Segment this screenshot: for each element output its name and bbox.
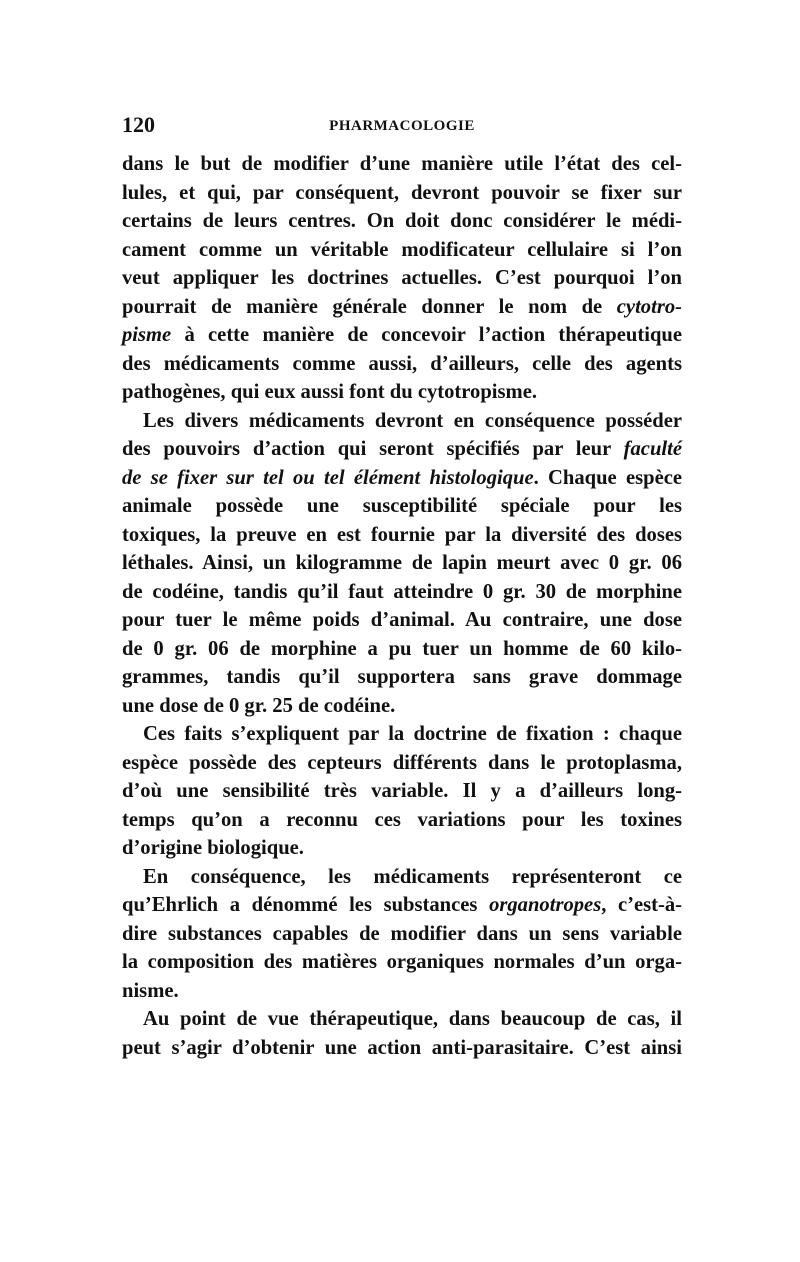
text-line: dans le but de modifier d’une manière utile l’état des cel-	[122, 153, 682, 175]
text-line: espèce possède des cepteurs différents dans le protoplasma,	[122, 751, 682, 774]
page-header	[122, 112, 682, 142]
text-line	[122, 435, 682, 464]
text-line: léthales. Ainsi, un kilogramme de lapin meurt avec 0 gr. 06	[122, 552, 682, 574]
text-line: certains de leurs centres. On doit donc considérer le médi-	[122, 210, 682, 232]
text-line: de 0 gr. 06 de morphine a pu tuer un homme de 60 kilo-	[122, 637, 682, 660]
text-line: nisme.	[122, 979, 179, 1002]
page-number: 120	[122, 112, 155, 137]
text-span: des pouvoirs d’action qui seront spécifiés par leur	[122, 438, 624, 460]
text-line: Au point de vue thérapeutique, dans beaucoup de cas, il	[143, 1008, 682, 1030]
text-line: temps qu’on a reconnu ces variations pour les toxines	[122, 808, 682, 831]
text-line: pathogènes, qui eux aussi font du cytotropisme.	[122, 381, 537, 403]
text-span: . Chaque espèce	[533, 466, 682, 489]
text-line: Les divers médicaments devront en conséquence posséder	[143, 409, 682, 432]
text-line: toxiques, la preuve en est fournie par la diversité des doses	[122, 523, 682, 546]
text-line: d’origine biologique.	[122, 837, 304, 859]
text-line: la composition des matières organiques normales d’un orga-	[122, 951, 682, 973]
italic-span: organotropes	[489, 894, 602, 916]
text-line	[122, 891, 682, 920]
text-line: grammes, tandis qu’il supportera sans grave dommage	[122, 666, 682, 688]
text-line: Ces faits s’expliquent par la doctrine de fixation : chaque	[143, 723, 682, 745]
italic-span: cytotro-	[616, 295, 682, 318]
text-line: dire substances capables de modifier dans un sens variable	[122, 922, 682, 945]
text-line: cament comme un véritable modificateur cellulaire si l’on	[122, 238, 682, 261]
text-line: peut s’agir d’obtenir une action anti-parasitaire. C’est ainsi	[122, 1036, 682, 1059]
text-line	[122, 293, 682, 322]
text-line: d’où une sensibilité très variable. Il y a d’ailleurs long-	[122, 780, 682, 802]
text-span: pourrait de manière générale donner le nom de	[122, 295, 617, 318]
running-head: PHARMACOLOGIE	[329, 118, 475, 134]
text-line: des médicaments comme aussi, d’ailleurs, celle des agents	[122, 352, 682, 375]
text-line	[122, 321, 682, 350]
italic-span: pisme	[122, 324, 172, 346]
italic-span: faculté	[623, 438, 682, 460]
text-line: animale possède une susceptibilité spéciale pour les	[122, 495, 682, 517]
text-span: , c’est-à-	[601, 894, 682, 916]
text-line	[122, 464, 682, 493]
text-line: lules, et qui, par conséquent, devront pouvoir se fixer sur	[122, 181, 682, 204]
italic-span: de se fixer sur tel ou tel élément histologique	[122, 466, 534, 489]
text-line: veut appliquer les doctrines actuelles. C’est pourquoi l’on	[122, 267, 682, 289]
text-span: à cette manière de concevoir l’action thérapeutique	[171, 324, 682, 346]
text-line: pour tuer le même poids d’animal. Au contraire, une dose	[122, 609, 682, 631]
body-text	[122, 150, 682, 1062]
text-span: qu’Ehrlich a dénommé les substances	[122, 894, 490, 916]
text-line: de codéine, tandis qu’il faut atteindre 0 gr. 30 de morphine	[122, 580, 682, 603]
text-line: une dose de 0 gr. 25 de codéine.	[122, 694, 396, 717]
text-line: En conséquence, les médicaments représenteront ce	[143, 865, 682, 888]
